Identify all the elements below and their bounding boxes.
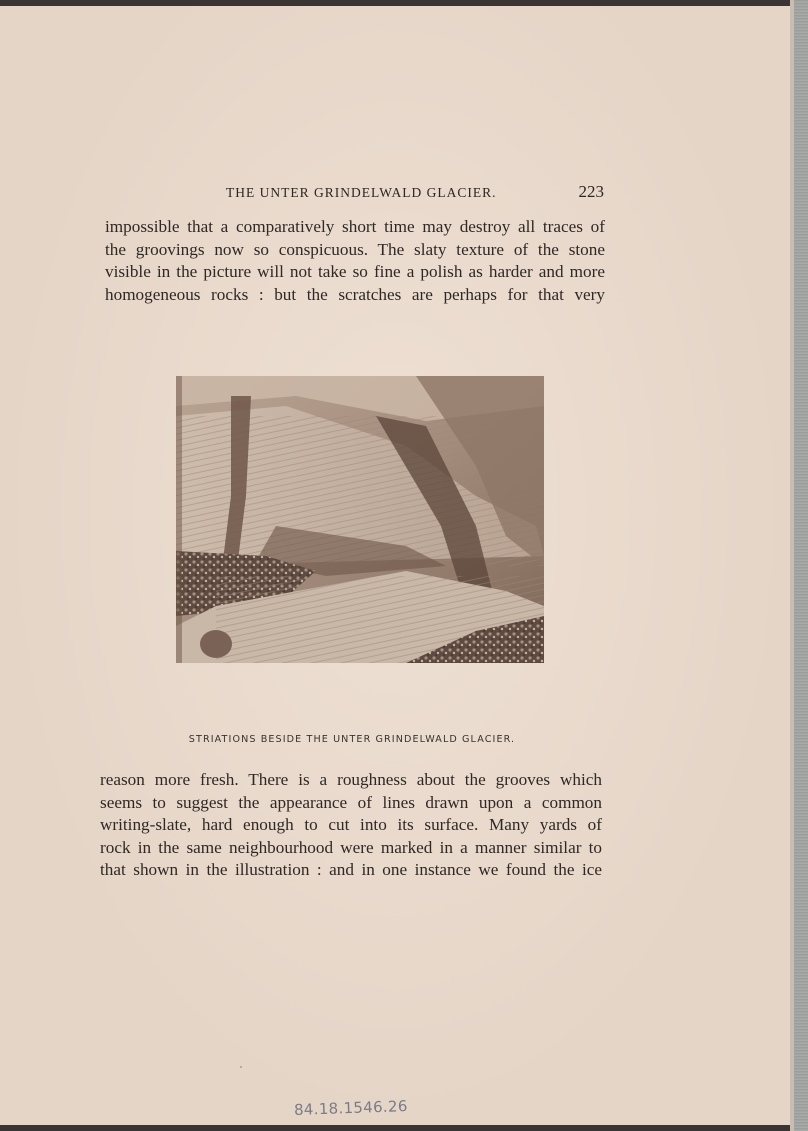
page-number: 223 <box>578 182 604 201</box>
rock-photograph <box>176 376 544 663</box>
text-line: reason more fresh. There is a roughness about the grooves which <box>100 770 602 789</box>
paragraph-bottom <box>100 769 602 882</box>
photograph-plate <box>176 376 544 663</box>
running-head: THE UNTER GRINDELWALD GLACIER. <box>226 185 497 200</box>
text-line: seems to suggest the appearance of lines drawn upon a common <box>100 792 602 812</box>
text-line: that shown in the illustration : and in one instance we found the ice <box>100 860 602 879</box>
plate-caption: STRIATIONS BESIDE THE UNTER GRINDELWALD GLACIER. <box>188 734 516 745</box>
text-line: rock in the same neighbourhood were marked in a manner similar to <box>100 837 602 857</box>
book-page <box>0 6 790 1125</box>
book-edge <box>790 0 808 1131</box>
page-header <box>104 182 604 204</box>
text-line: homogeneous rocks : but the scratches are perhaps for that very <box>105 284 605 304</box>
accession-number: 84.18.1546.26 <box>293 1097 408 1119</box>
text-line: the groovings now so conspicuous. The slaty texture of the stone <box>105 239 605 259</box>
text-line: impossible that a comparatively short time may destroy all traces of <box>105 217 605 236</box>
text-line: visible in the picture will not take so fine a polish as harder and more <box>105 262 605 281</box>
paper-speck <box>240 1066 242 1068</box>
paragraph-top <box>105 216 605 306</box>
text-line: writing-slate, hard enough to cut into its surface. Many yards of <box>100 815 602 834</box>
